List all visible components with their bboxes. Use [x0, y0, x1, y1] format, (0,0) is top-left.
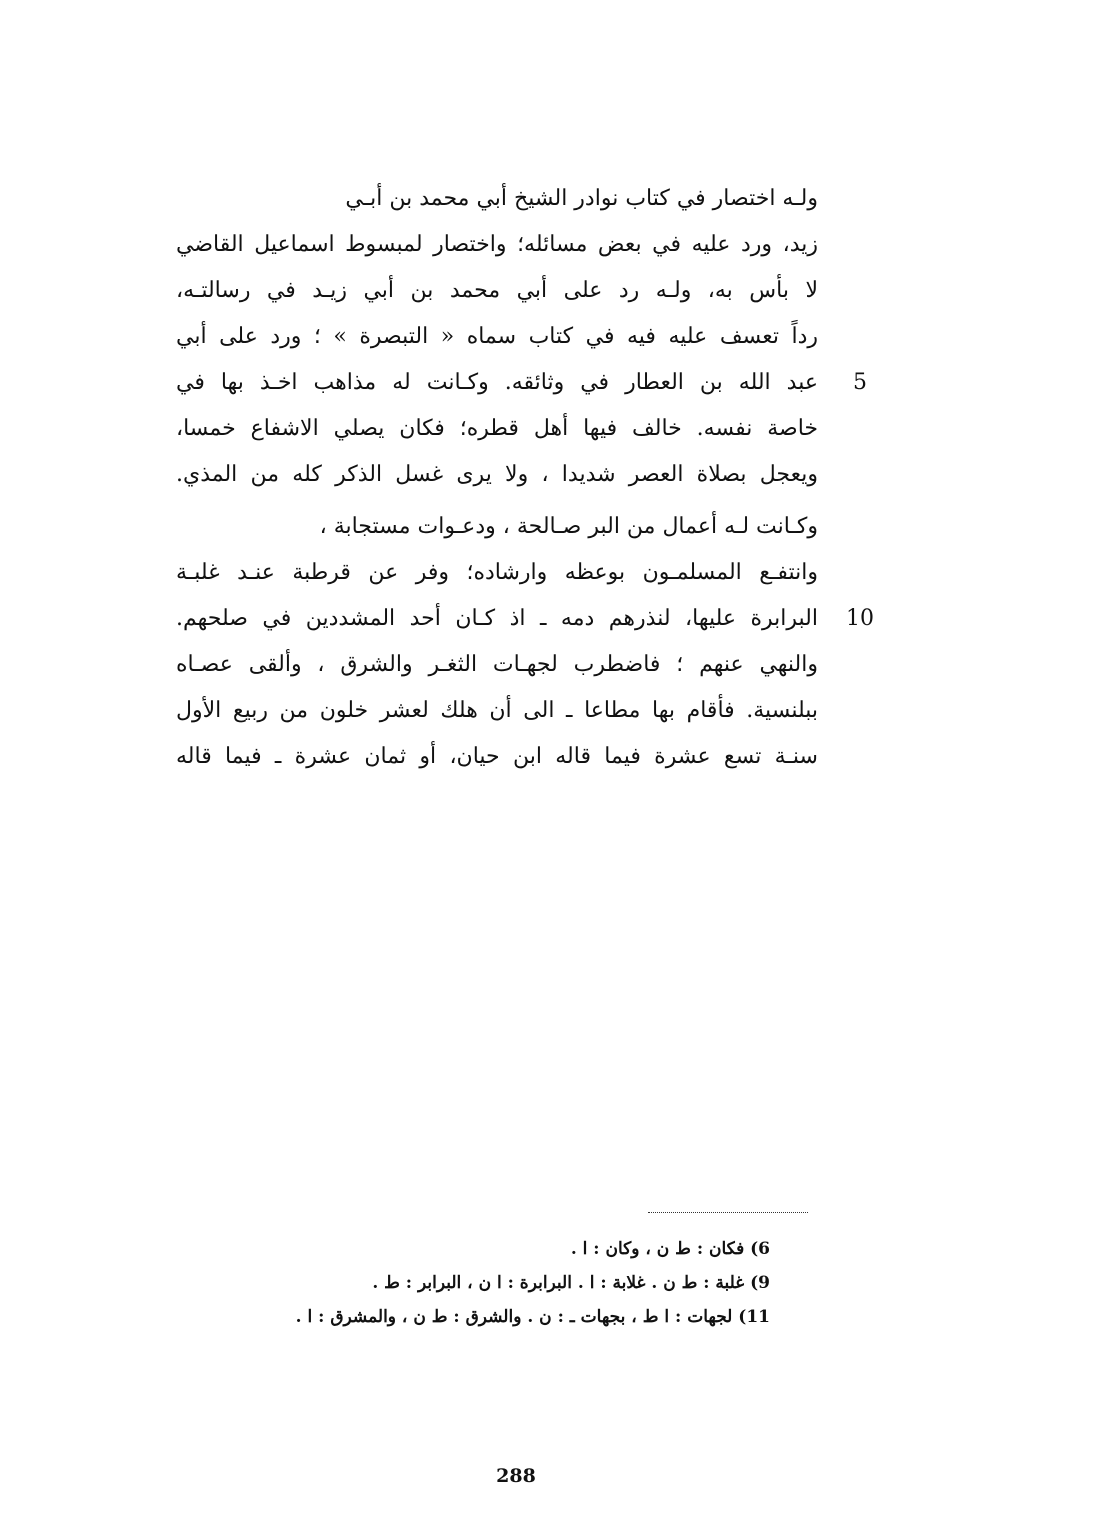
footnote-separator	[648, 1212, 808, 1213]
text-line: والنهي عنهم ؛ فاضطرب لجهـات الثغـر والشرق ، وألقى عصـاه	[176, 652, 818, 677]
text-line: وانتفـع المسلمـون بوعظه وارشاده؛ وفر عن قرطبة عنـد غلبـة	[176, 560, 818, 585]
text-line: البرابرة عليها، لنذرهم دمه ـ اذ كـان أحد المشددين في صلحهم.	[176, 606, 818, 631]
text-line: عبد الله بن العطار في وثائقه. وكـانت له مذاهب اخـذ بها في	[176, 370, 818, 395]
main-text-block	[176, 176, 818, 780]
footnote-11: 11) لجهات : ا ط ، بجهات ـ : ن . والشرق : ط ن ، والمشرق : ا .	[295, 1307, 770, 1327]
line-number-10: 10	[846, 606, 874, 631]
line-number-5: 5	[853, 370, 867, 395]
text-line: ببلنسية. فأقام بها مطاعا ـ الى أن هلك لعشر خلون من ربيع الأول	[176, 698, 818, 723]
text-line: سنـة تسع عشرة فيما قاله ابن حيان، أو ثمان عشرة ـ فيما قاله	[176, 744, 818, 769]
text-line: وكـانت لـه أعمال من البر صـالحة ، ودعـوات مستجابة ،	[319, 514, 818, 539]
text-line: زيد، ورد عليه في بعض مسائله؛ واختصار لمبسوط اسماعيل القاضي	[176, 232, 818, 257]
text-line: ويعجل بصلاة العصر شديدا ، ولا يرى غسل الذكر كله من المذي.	[176, 462, 818, 487]
text-line: رداً تعسف عليه فيه في كتاب سماه « التبصرة » ؛ ورد على أبي	[176, 324, 818, 349]
text-line: ولـه اختصار في كتاب نوادر الشيخ أبي محمد بن أبـي	[345, 186, 818, 211]
text-line: خاصة نفسه. خالف فيها أهل قطره؛ فكان يصلي الاشفاع خمسا،	[176, 416, 818, 441]
text-line: لا بأس به، ولـه رد على أبي محمد بن أبي زيـد في رسالتـه،	[176, 278, 818, 303]
footnotes	[160, 1232, 770, 1334]
footnote-9: 9) غلبة : ط ن . غلابة : ا . البرابرة : ا ن ، البرابر : ط .	[372, 1273, 770, 1293]
page-number: 288	[496, 1465, 536, 1487]
footnote-6: 6) فكان : ط ن ، وكان : ا .	[570, 1239, 770, 1259]
